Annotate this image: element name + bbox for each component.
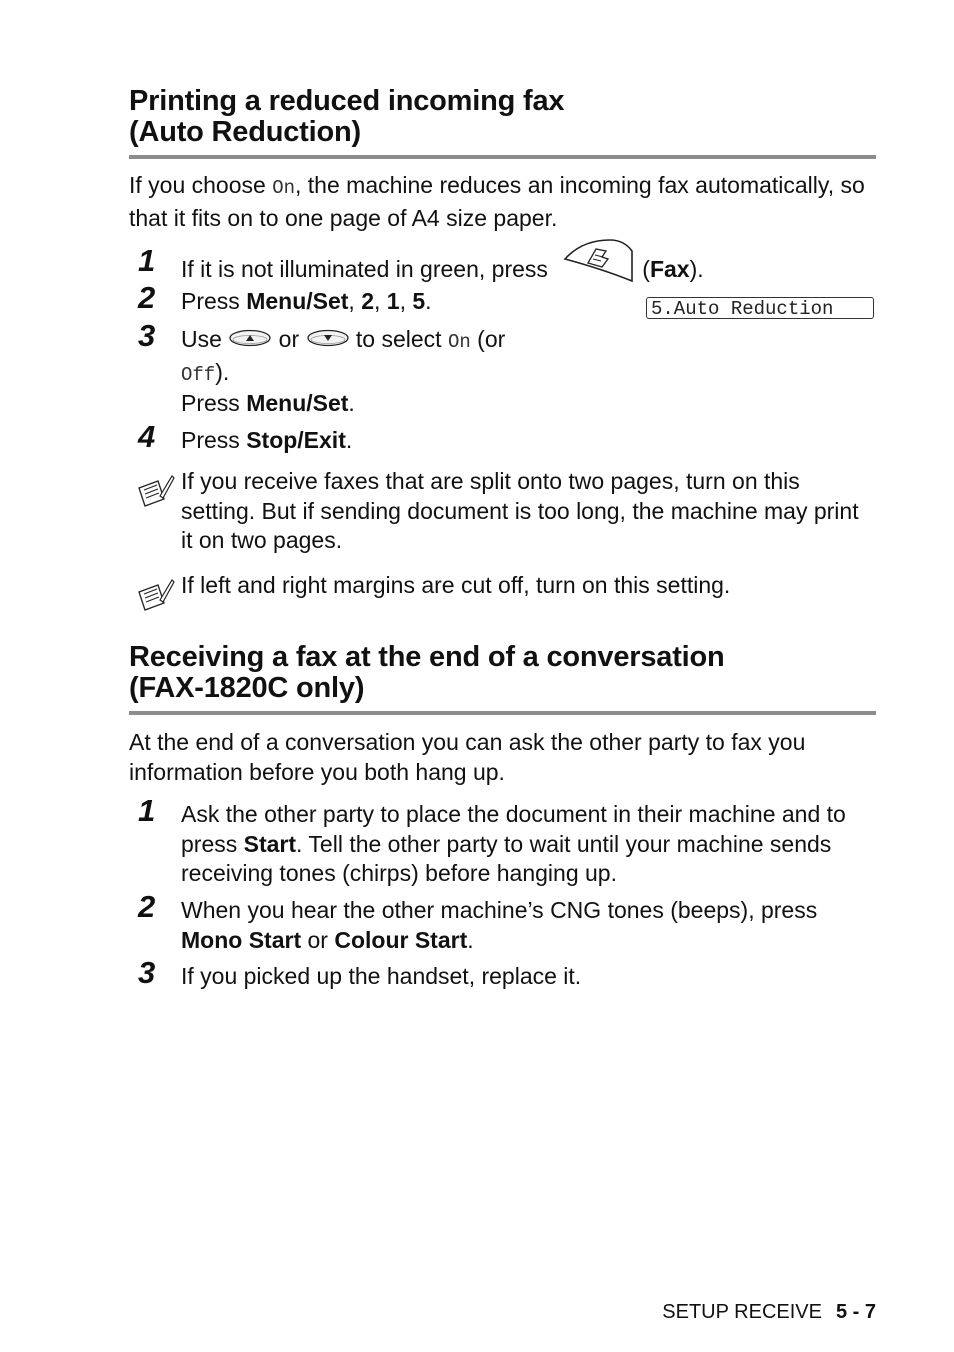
step-text: If it is not illuminated in green, press (Fax).	[181, 251, 704, 291]
section-title-receive-after-conversation: Receiving a fax at the end of a conversation (FAX-1820C only)	[129, 641, 725, 704]
note-text: If left and right margins are cut off, turn on this setting.	[181, 572, 731, 598]
note-pencil-icon	[136, 474, 176, 510]
step-number: 4	[138, 419, 156, 454]
section-rule	[129, 711, 876, 715]
intro-paragraph: If you choose On, the machine reduces an incoming fax automatically, so that it fits on to one page of A4 size paper.	[129, 172, 865, 231]
step-text: Ask the other party to place the document in their machine and to press Start. Tell the other party to wait until your machine sends receiving tones (chirps) before hanging up.	[181, 801, 846, 886]
step-text: Press Stop/Exit.	[181, 427, 353, 453]
lcd-display: 5.Auto Reduction	[646, 297, 874, 319]
intro-paragraph: At the end of a conversation you can ask the other party to fax you information before you both hang up.	[129, 729, 806, 785]
fax-key-icon	[562, 237, 634, 291]
step-text: If you picked up the handset, replace it.	[181, 963, 582, 989]
step-number: 3	[138, 318, 156, 353]
step-text: Press Menu/Set.	[181, 390, 355, 416]
section-title-auto-reduction: Printing a reduced incoming fax (Auto Reduction)	[129, 85, 565, 148]
step-text: Press Menu/Set, 2, 1, 5.	[181, 288, 432, 314]
step-number: 2	[138, 889, 156, 924]
note-pencil-icon	[136, 578, 176, 614]
step-text: Use or to select On (or Off).	[181, 326, 506, 386]
step-number: 3	[138, 955, 156, 990]
step-number: 1	[138, 243, 156, 278]
down-arrow-key-icon	[306, 325, 350, 355]
page-number: 5 - 7	[835, 1301, 876, 1323]
step-number: 1	[138, 793, 156, 828]
note-text: If you receive faxes that are split onto two pages, turn on this setting. But if sending document is too long, the machine may print it on two pages.	[181, 468, 859, 553]
step-number: 2	[138, 280, 156, 315]
section-rule	[129, 155, 876, 159]
up-arrow-key-icon	[228, 325, 272, 355]
step-text: When you hear the other machine’s CNG tones (beeps), press Mono Start or Colour Start.	[181, 897, 818, 953]
page-footer: SETUP RECEIVE 5 - 7	[662, 1301, 876, 1323]
